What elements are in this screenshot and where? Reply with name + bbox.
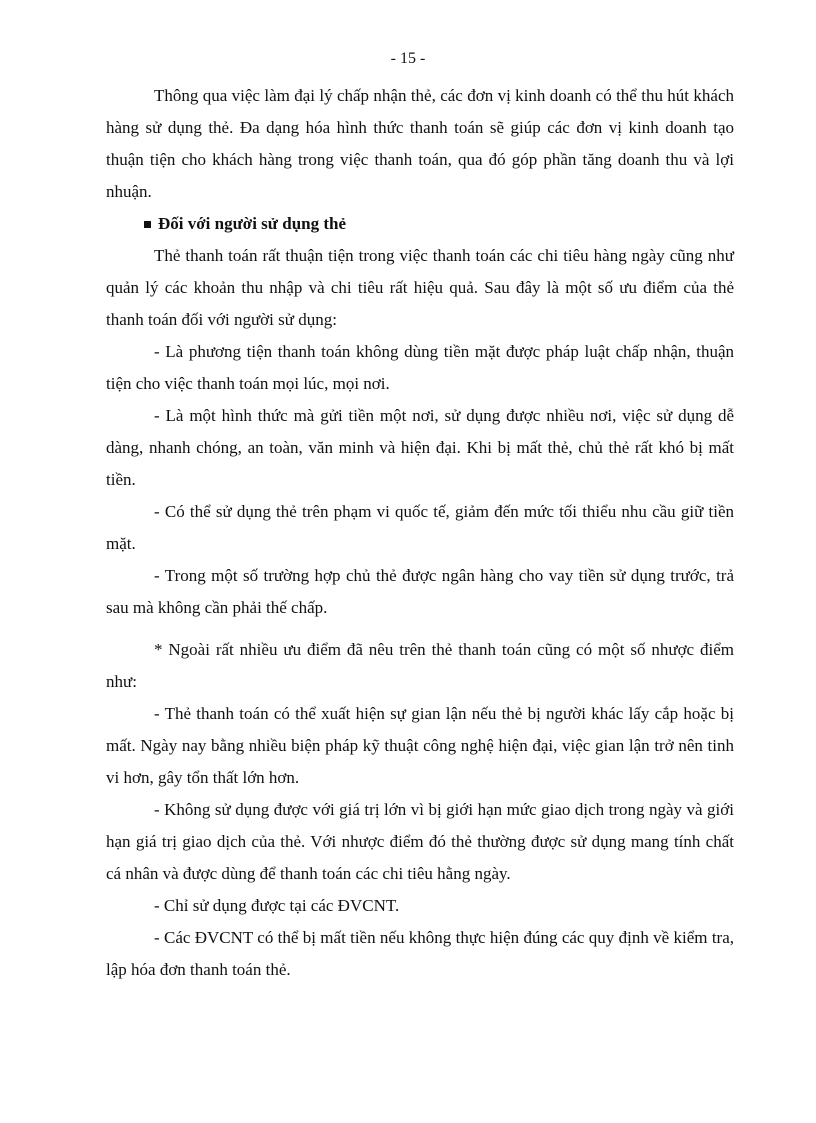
advantage-item-4: - Trong một số trường hợp chủ thẻ được ngân hàng cho vay tiền sử dụng trước, trả sau mà không cần phải thế chấp. bbox=[106, 566, 734, 617]
disadvantage-item-1: - Thẻ thanh toán có thể xuất hiện sự gian lận nếu thẻ bị người khác lấy cắp hoặc bị mất. Ngày nay bằng nhiều biện pháp kỹ thuật công nghệ hiện đại, việc gian lận trở nên tinh vi hơn, gây tổn thất lớn hơn. bbox=[106, 704, 734, 787]
advantage-item-3: - Có thể sử dụng thẻ trên phạm vi quốc tế, giảm đến mức tối thiểu nhu cầu giữ tiền mặt. bbox=[106, 502, 734, 553]
advantage-item-2: - Là một hình thức mà gửi tiền một nơi, sử dụng được nhiều nơi, việc sử dụng dễ dàng, nhanh chóng, an toàn, văn minh và hiện đại. Khi bị mất thẻ, chủ thẻ rất khó bị mất tiền. bbox=[106, 406, 734, 489]
disadvantage-item-3: - Chỉ sử dụng được tại các ĐVCNT. bbox=[154, 896, 400, 915]
paragraph-disadvantages-intro: * Ngoài rất nhiều ưu điểm đã nêu trên thẻ thanh toán cũng có một số nhược điểm như: bbox=[106, 640, 734, 691]
paragraph-card-benefits: Thẻ thanh toán rất thuận tiện trong việc thanh toán các chi tiêu hàng ngày cũng như quản lý các khoản thu nhập và chi tiêu rất hiệu quả. Sau đây là một số ưu điểm của thẻ thanh toán đối với người sử dụng: bbox=[106, 246, 734, 329]
disadvantage-item-4: - Các ĐVCNT có thể bị mất tiền nếu không thực hiện đúng các quy định về kiểm tra, lập hóa đơn thanh toán thẻ. bbox=[106, 928, 734, 979]
square-bullet-icon bbox=[144, 221, 151, 228]
disadvantage-item-2: - Không sử dụng được với giá trị lớn vì bị giới hạn mức giao dịch trong ngày và giới hạn giá trị giao dịch của thẻ. Với nhược điểm đó thẻ thường được sử dụng mang tính chất cá nhân và được dùng để thanh toán các chi tiêu hằng ngày. bbox=[106, 800, 734, 883]
section-heading-text: Đối với người sử dụng thẻ bbox=[158, 214, 347, 233]
section-heading bbox=[106, 208, 734, 240]
page-number: - 15 - bbox=[390, 50, 426, 67]
advantage-item-1: - Là phương tiện thanh toán không dùng tiền mặt được pháp luật chấp nhận, thuận tiện cho việc thanh toán mọi lúc, mọi nơi. bbox=[106, 342, 734, 393]
document-body bbox=[106, 80, 734, 986]
paragraph-intro: Thông qua việc làm đại lý chấp nhận thẻ, các đơn vị kinh doanh có thể thu hút khách hàng sử dụng thẻ. Đa dạng hóa hình thức thanh toán sẽ giúp các đơn vị kinh doanh tạo thuận tiện cho khách hàng trong việc thanh toán, qua đó góp phần tăng doanh thu và lợi nhuận. bbox=[106, 86, 734, 201]
